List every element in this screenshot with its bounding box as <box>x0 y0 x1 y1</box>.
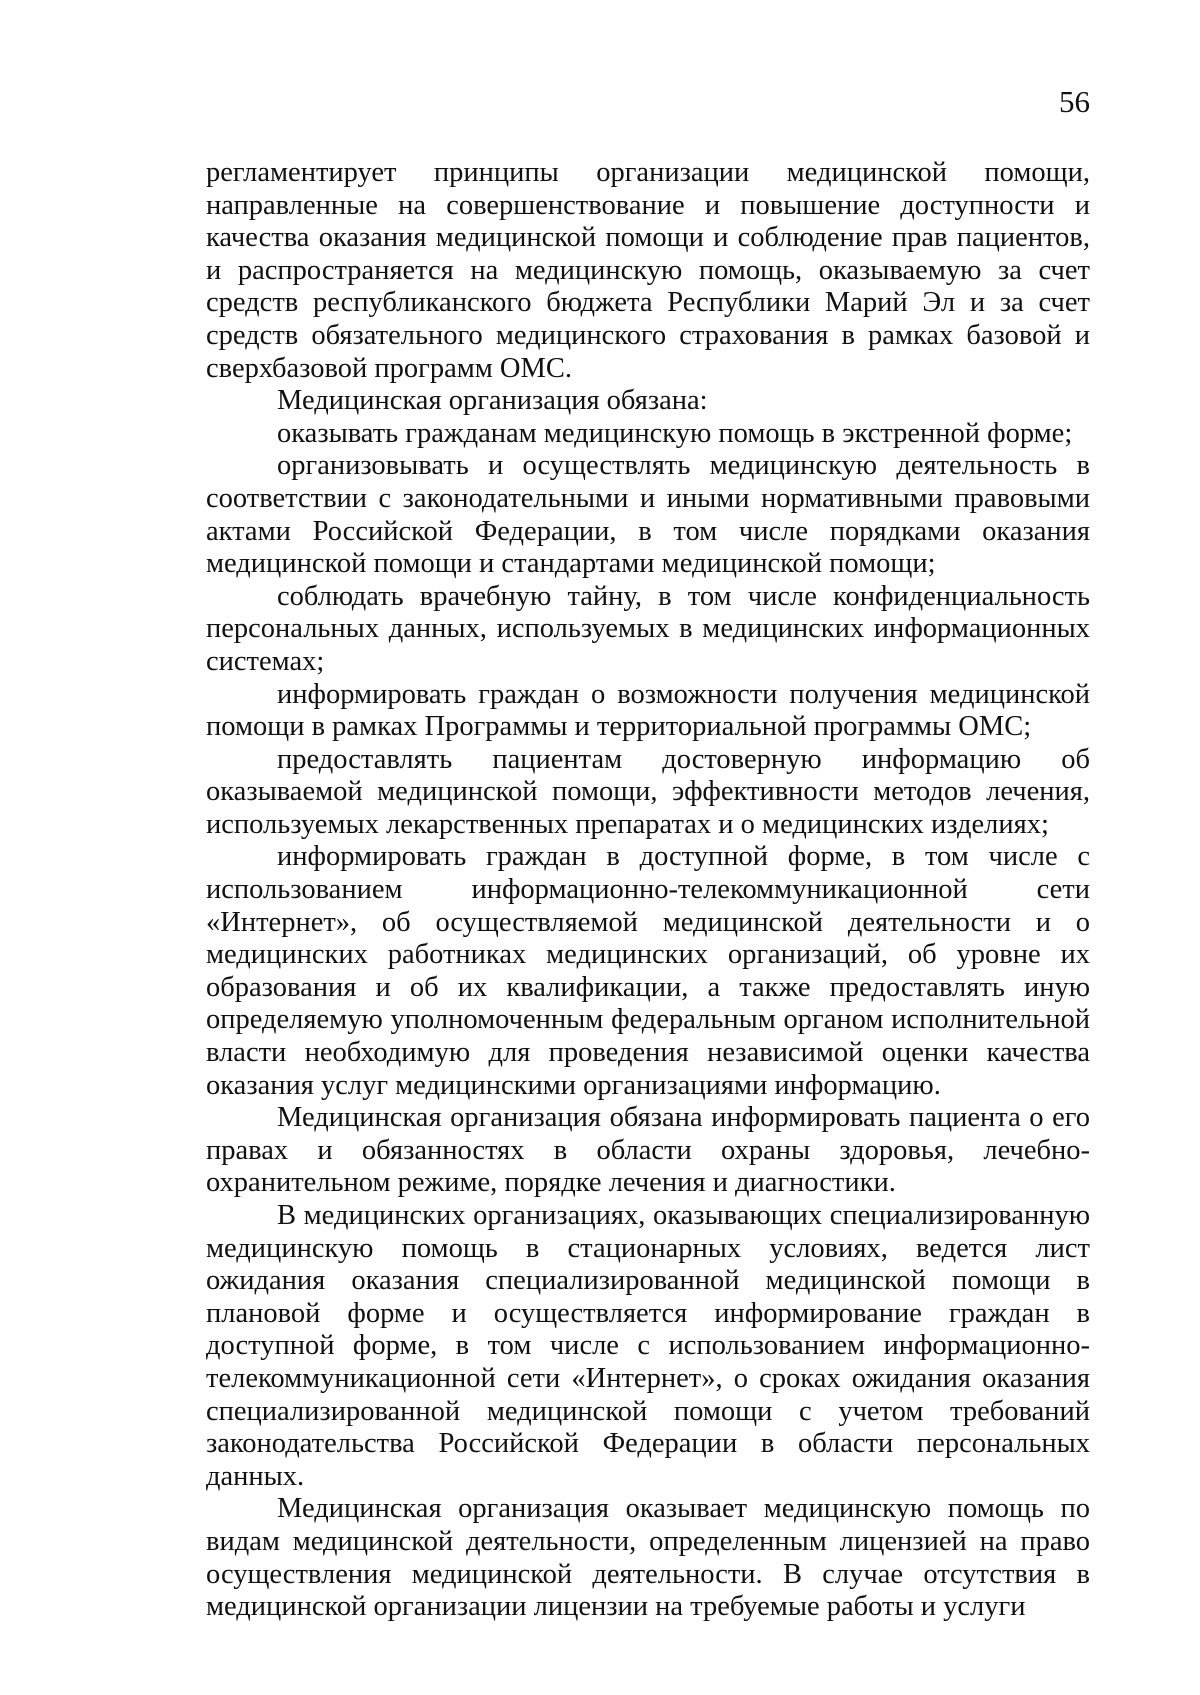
paragraph-waiting-list: В медицинских организациях, оказывающих специализированную медицинскую помощь в стационарных условиях, ведется лист ожидания оказания специализированной медицинской помощи в плановой форме и осуществляется информирование граждан в доступной форме, в том числе с использованием информационно-телекоммуникационной сети «Интернет», о сроках ожидания оказания специализированной медицинской помощи с учетом требований законодательства Российской Федерации в области персональных данных. <box>206 1200 1090 1492</box>
document-body <box>206 157 1090 1624</box>
paragraph-license: Медицинская организация оказывает медицинскую помощь по видам медицинской деятельности, определенным лицензией на право осуществления медицинской деятельности. В случае отсутствия в медицинской организации лицензии на требуемые работы и услуги <box>206 1493 1090 1623</box>
paragraph-obligation-emergency: оказывать гражданам медицинскую помощь в экстренной форме; <box>277 417 1073 449</box>
paragraph-obligation-confidentiality: соблюдать врачебную тайну, в том числе конфиденциальность персональных данных, используемых в медицинских информационных системах; <box>206 580 1090 677</box>
paragraph-obligations-intro: Медицинская организация обязана: <box>277 385 708 417</box>
paragraph-obligation-inform-internet: информировать граждан в доступной форме, в том числе с использованием информационно-телекоммуникационной сети «Интернет», об осуществляемой медицинской деятельности и о медицинских работниках медицинских организаций, об уровне их образования и об их квалификации, а также предоставлять иную определяемую уполномоченным федеральным органом исполнительной власти необходимую для проведения независимой оценки качества оказания услуг медицинскими организациями информацию. <box>206 841 1090 1101</box>
page-number: 56 <box>1059 84 1090 119</box>
paragraph-continuation: регламентирует принципы организации медицинской помощи, направленные на совершенствование и повышение доступности и качества оказания медицинской помощи и соблюдение прав пациентов, и распространяется на медицинскую помощь, оказываемую за счет средств республиканского бюджета Республики Марий Эл и за счет средств обязательного медицинского страхования в рамках базовой и сверхбазовой программ ОМС. <box>206 157 1090 384</box>
paragraph-obligation-organize: организовывать и осуществлять медицинскую деятельность в соответствии с законодательными и иными нормативными правовыми актами Российской Федерации, в том числе порядками оказания медицинской помощи и стандартами медицинской помощи; <box>206 450 1090 580</box>
paragraph-obligation-provide-info: предоставлять пациентам достоверную информацию об оказываемой медицинской помощи, эффективности методов лечения, используемых лекарственных препаратах и о медицинских изделиях; <box>206 743 1090 840</box>
paragraph-patient-rights: Медицинская организация обязана информировать пациента о его правах и обязанностях в области охраны здоровья, лечебно-охранительном режиме, порядке лечения и диагностики. <box>206 1102 1090 1199</box>
paragraph-obligation-inform-program: информировать граждан о возможности получения медицинской помощи в рамках Программы и территориальной программы ОМС; <box>206 678 1090 743</box>
